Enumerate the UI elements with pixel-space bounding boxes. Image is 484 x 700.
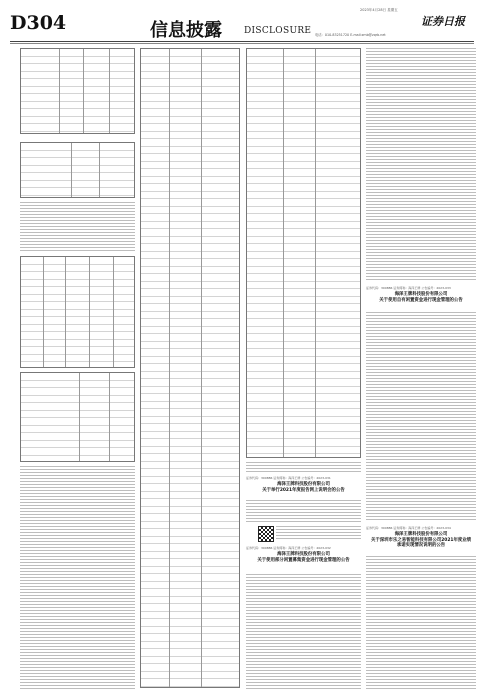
announcement-company: 海泽王牌科技股份有限公司 [394, 292, 448, 297]
text-block [366, 312, 476, 520]
text-block [366, 48, 476, 280]
table-block [20, 256, 135, 368]
announcement-title: 关于使用自有闲置资金进行现金管理的公告 [379, 298, 463, 303]
announcement-company: 海泽王牌科技股份有限公司 [394, 532, 448, 537]
text-block [366, 556, 476, 690]
table-block [140, 48, 240, 688]
text-block [276, 526, 361, 540]
masthead [0, 0, 484, 40]
announcement-title: 关于使用部分闲置募集资金进行现金管理的公告 [257, 558, 350, 563]
announcement-meta: 证券代码：300886 证券简称：海泽王牌 公告编号：2023-033 [366, 286, 451, 290]
header-rule [10, 41, 474, 42]
edition-line: 2023年4月28日 星期五 [360, 8, 398, 12]
text-block [20, 202, 135, 252]
announcement-meta: 证券代码：300886 证券简称：海泽王牌 公告编号：2023-034 [366, 526, 451, 530]
dateline: 电话：010-83251720 E-mail:zmb@zqrb.net [315, 33, 386, 37]
table-block [246, 48, 361, 458]
text-block [246, 574, 361, 690]
announcement-title: 关于深圳市乐之易智能科技有限公司2021年度业绩承诺实现情况说明的公告 [370, 538, 472, 549]
text-block [246, 462, 361, 472]
text-block [246, 500, 361, 522]
paper-name: 证券日报 [421, 15, 465, 28]
page-number: D304 [10, 12, 67, 34]
announcement-meta: 证券代码：300886 证券简称：海泽王牌 公告编号：2023-031 [246, 476, 331, 480]
announcement-company: 海泽王牌科技股份有限公司 [277, 552, 330, 557]
section-title: 信息披露 [150, 20, 222, 41]
qr-code-icon [258, 526, 274, 542]
announcement-title: 关于举行2021年度报告网上说明会的公告 [262, 488, 345, 493]
table-block [20, 142, 135, 198]
announcement-meta: 证券代码：300886 证券简称：海泽王牌 公告编号：2023-032 [246, 546, 331, 550]
section-subtitle: DISCLOSURE [244, 26, 312, 36]
table-block [20, 372, 135, 462]
announcement-company: 海泽王牌科技股份有限公司 [277, 482, 330, 487]
text-block [20, 466, 135, 690]
table-block [20, 48, 135, 134]
header-rule-thin [10, 43, 474, 44]
